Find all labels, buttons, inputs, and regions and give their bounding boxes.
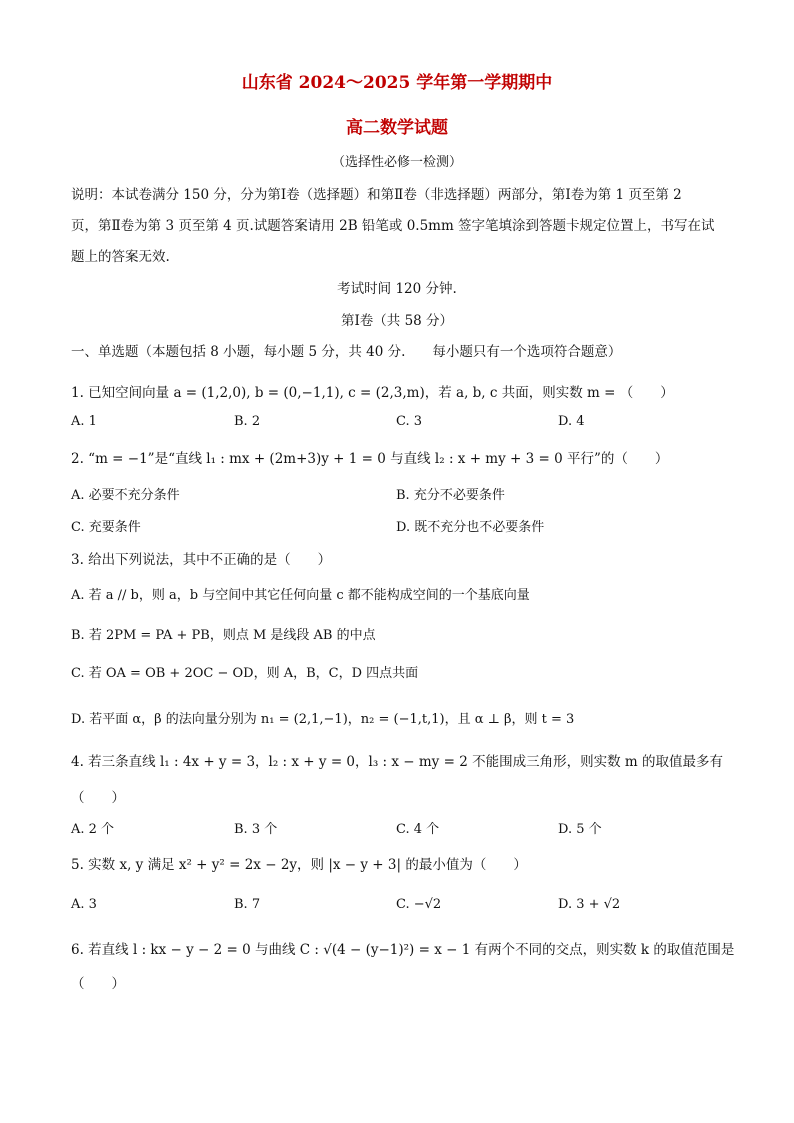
question-1-option-d[interactable]: D. 4 (558, 414, 585, 429)
question-3-option-c[interactable]: C. 若 OA = OB + 2OC − OD，则 A，B，C，D 四点共面 (71, 666, 419, 681)
question-5-option-d[interactable]: D. 3 + √2 (558, 897, 621, 912)
question-5-stem: 5. 实数 x, y 满足 x² + y² = 2x − 2y，则 |x − y + 3| 的最小值为（ ） (71, 857, 527, 873)
instructions (71, 180, 725, 273)
question-5-option-a[interactable]: A. 3 (71, 897, 97, 912)
question-2-option-b[interactable]: B. 充分不必要条件 (396, 488, 505, 503)
question-3-option-b[interactable]: B. 若 2PM = PA + PB，则点 M 是线段 AB 的中点 (71, 628, 376, 643)
question-1-option-a[interactable]: A. 1 (71, 414, 97, 429)
question-3-stem: 3. 给出下列说法，其中不正确的是（ ） (71, 552, 332, 568)
question-1-stem: 1. 已知空间向量 a = (1,2,0), b = (0,−1,1), c = (2,3,m)，若 a, b, c 共面，则实数 m = （ ） (71, 385, 674, 401)
question-1-option-b[interactable]: B. 2 (234, 414, 261, 429)
instructions-line-2: 页，第Ⅱ卷为第 3 页至第 4 页.试题答案请用 2B 铅笔或 0.5mm 签字笔填涂到答题卡规定位置上，书写在试 (71, 218, 715, 234)
question-5-option-c[interactable]: C. −√2 (396, 897, 442, 912)
question-6-stem: 6. 若直线 l : kx − y − 2 = 0 与曲线 C : √(4 − (y−1)²) = x − 1 有两个不同的交点，则实数 k 的取值范围是 (71, 942, 735, 958)
question-4-stem: 4. 若三条直线 l₁ : 4x + y = 3，l₂ : x + y = 0，l₃ : x − my = 2 不能围成三角形，则实数 m 的取值最多有 (71, 754, 723, 770)
exam-title: 山东省 2024～2025 学年第一学期期中 (241, 73, 553, 93)
exam-note: （选择性必修一检测） (331, 155, 462, 170)
section-heading: 一、单选题（本题包括 8 小题，每小题 5 分，共 40 分. 每小题只有一个选项符合题意） (71, 344, 622, 360)
instructions-line-3: 题上的答案无效. (71, 249, 170, 265)
part-one-heading: 第Ⅰ卷（共 58 分） (340, 313, 454, 329)
question-2-stem: 2. “m = −1”是“直线 l₁ : mx + (2m+3)y + 1 = 0 与直线 l₂ : x + my + 3 = 0 平行”的（ ） (71, 451, 669, 467)
question-4-option-d[interactable]: D. 5 个 (558, 822, 602, 837)
question-2-option-c[interactable]: C. 充要条件 (71, 520, 141, 535)
question-4-option-a[interactable]: A. 2 个 (71, 822, 115, 837)
question-2-option-a[interactable]: A. 必要不充分条件 (71, 488, 180, 503)
question-4-option-c[interactable]: C. 4 个 (396, 822, 440, 837)
question-4-stem-continued: （ ） (71, 790, 125, 806)
question-4-option-b[interactable]: B. 3 个 (234, 822, 278, 837)
question-3-option-a[interactable]: A. 若 a // b，则 a，b 与空间中其它任何向量 c 都不能构成空间的一个基底向量 (71, 588, 530, 603)
instructions-line-1: 说明：本试卷满分 150 分，分为第Ⅰ卷（选择题）和第Ⅱ卷（非选择题）两部分，第Ⅰ卷为第 1 页至第 2 (71, 187, 682, 203)
exam-subtitle: 高二数学试题 (346, 118, 448, 138)
question-1-option-c[interactable]: C. 3 (396, 414, 423, 429)
question-6-stem-continued: （ ） (71, 976, 125, 992)
question-2-option-d[interactable]: D. 既不充分也不必要条件 (396, 520, 545, 535)
exam-time: 考试时间 120 分钟. (337, 281, 457, 297)
question-5-option-b[interactable]: B. 7 (234, 897, 261, 912)
question-3-option-d[interactable]: D. 若平面 α，β 的法向量分别为 n₁ = (2,1,−1)，n₂ = (−1,t,1)，且 α ⊥ β，则 t = 3 (71, 712, 575, 727)
